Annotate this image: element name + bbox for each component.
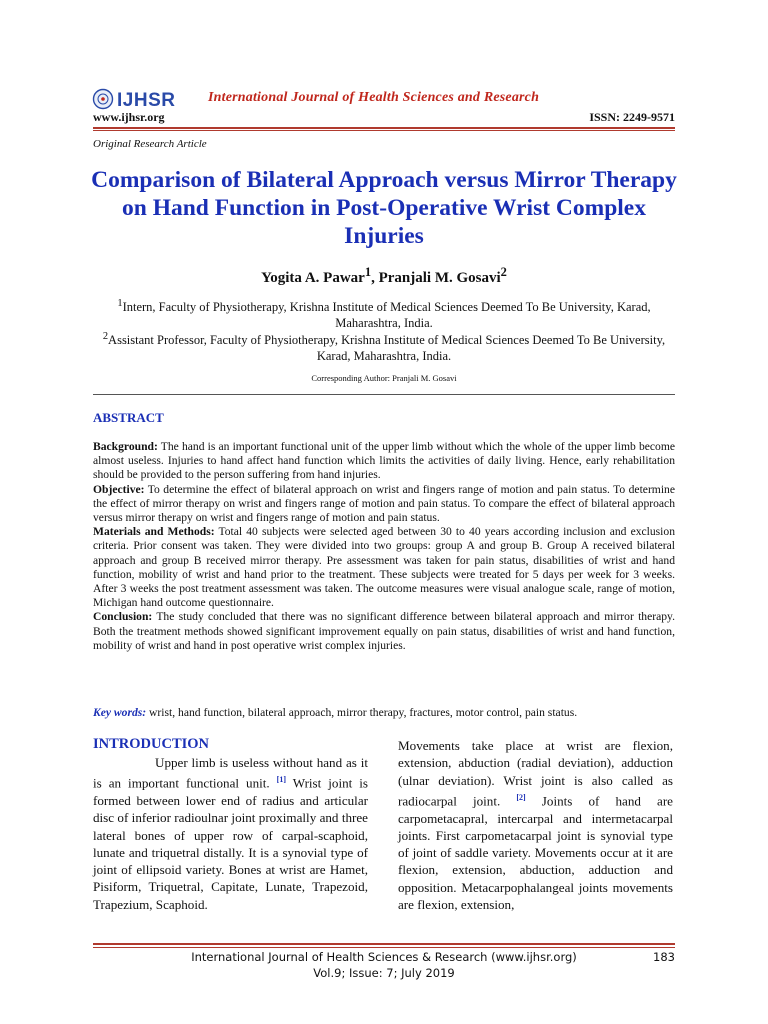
journal-website[interactable]: www.ijhsr.org (93, 110, 165, 124)
abstract-objective: Objective: To determine the effect of bilateral approach on wrist and fingers range of motion and pain status. To determine the effect of mirror therapy on wrist and fingers range of motion and pain status. To compare the effect of bilateral approach versus mirror therapy on wrist and fingers range of motion and pain status. (93, 482, 675, 525)
journal-name: International Journal of Health Sciences and Research (208, 90, 540, 105)
citation-link[interactable]: [1] (276, 775, 286, 785)
issn: ISSN: 2249-9571 (589, 110, 675, 124)
author-affiliation-mark: 1 (364, 265, 372, 279)
article-type: Original Research Article (93, 138, 207, 150)
page-number: 183 (653, 950, 675, 964)
abstract-body (93, 440, 675, 653)
section-divider (93, 394, 675, 395)
text-column-right: Movements take place at wrist are flexion, extension, abduction (radial deviation), adduction (ulnar deviation). Wrist joint is also called as radiocarpal joint. [2] Joints of hand are carpometacapral, intercarpal and intermetacarpal joints. First carpometacarpal joint is synovial type of joint of saddle variety. Movements occur at it are flexion, extension, abduction, adduction and opposition. Metacarpophalangeal joints movements are flexion, extension, (398, 738, 673, 913)
author-name: Yogita A. Pawar (261, 270, 365, 286)
text-column-left: Upper limb is useless without hand as it is an important functional unit. [1] Wrist joint is formed between lower end of radius and articular disc of inferior radioulnar joint proximally and three lateral bones of upper row of carpal-scaphoid, lunate and triquetral distally. It is a synovial type of joint of ellipsoid variety. Bones at wrist are Hamet, Pisiform, Triquetral, Capitate, Lunate, Trapezoid, Trapezium, Scaphoid. (93, 755, 369, 912)
author-name: Pranjali M. Gosavi (378, 270, 501, 286)
introduction-heading: INTRODUCTION (93, 736, 210, 752)
abstract-conclusion: Conclusion: The study concluded that there was no significant difference between bilateral approach and mirror therapy. Both the treatment methods showed significant improvement equally on pain status, disabilities of wrist and hand function, mobility of wrist and hand in post operative wrist complex injuries. (93, 610, 675, 652)
abstract-background: Background: The hand is an important functional unit of the upper limb without which the whole of the upper limb become almost useless. Injuries to hand affect hand function which limits the activities of daily living. Hence, early rehabilitation should be provided to the person suffering from hand injuries. (93, 440, 675, 482)
logo-text: IJHSR (117, 90, 176, 110)
abstract-methods: Materials and Methods: Total 40 subjects were selected aged between 30 to 40 years according inclusion and exclusion criteria. Prior consent was taken. They were divided into two groups: group A and group B. Group A received bilateral approach and group B received mirror therapy. Pre assessment was taken for pain status, disabilities of wrist and hand function, mobility of wrist and hand prior to the treatment. These subjects were treated for 5 days per week for 3 weeks. After 3 weeks the post treatment assessment was taken. The outcome measures were visual analogue scale, range of motion, Michigan hand outcome questionnaire. (93, 525, 676, 610)
header-rule (93, 127, 675, 131)
footer-journal: International Journal of Health Sciences & Research (www.ijhsr.org) (191, 950, 577, 964)
corresponding-author: Corresponding Author: Pranjali M. Gosavi (311, 373, 457, 383)
footer-rule (93, 943, 675, 948)
paper-title: Comparison of Bilateral Approach versus Mirror Therapy on Hand Function in Post-Operative Wrist Complex Injuries (91, 167, 677, 249)
footer-issue: Vol.9; Issue: 7; July 2019 (313, 966, 455, 980)
abstract-heading: ABSTRACT (93, 410, 164, 425)
affiliation: $^1$Intern, Faculty of Physiotherapy, Krishna Institute of Medical Sciences Deemed To Be University, Karad, Maharashtra, India. (117, 298, 651, 331)
author-list: Yogita A. Pawar$^1$, Pranjali M. Gosavi$^2$ (261, 265, 507, 286)
keywords: Key words: wrist, hand function, bilateral approach, mirror therapy, fractures, motor control, pain status. (93, 706, 578, 719)
journal-logo (92, 88, 202, 110)
citation-link[interactable]: [2] (516, 792, 526, 802)
author-affiliation-mark: 2 (500, 265, 507, 279)
affiliation: $^2$Assistant Professor, Faculty of Physiotherapy, Krishna Institute of Medical Sciences Deemed To Be University, Karad, Maharashtra, India. (102, 331, 666, 364)
